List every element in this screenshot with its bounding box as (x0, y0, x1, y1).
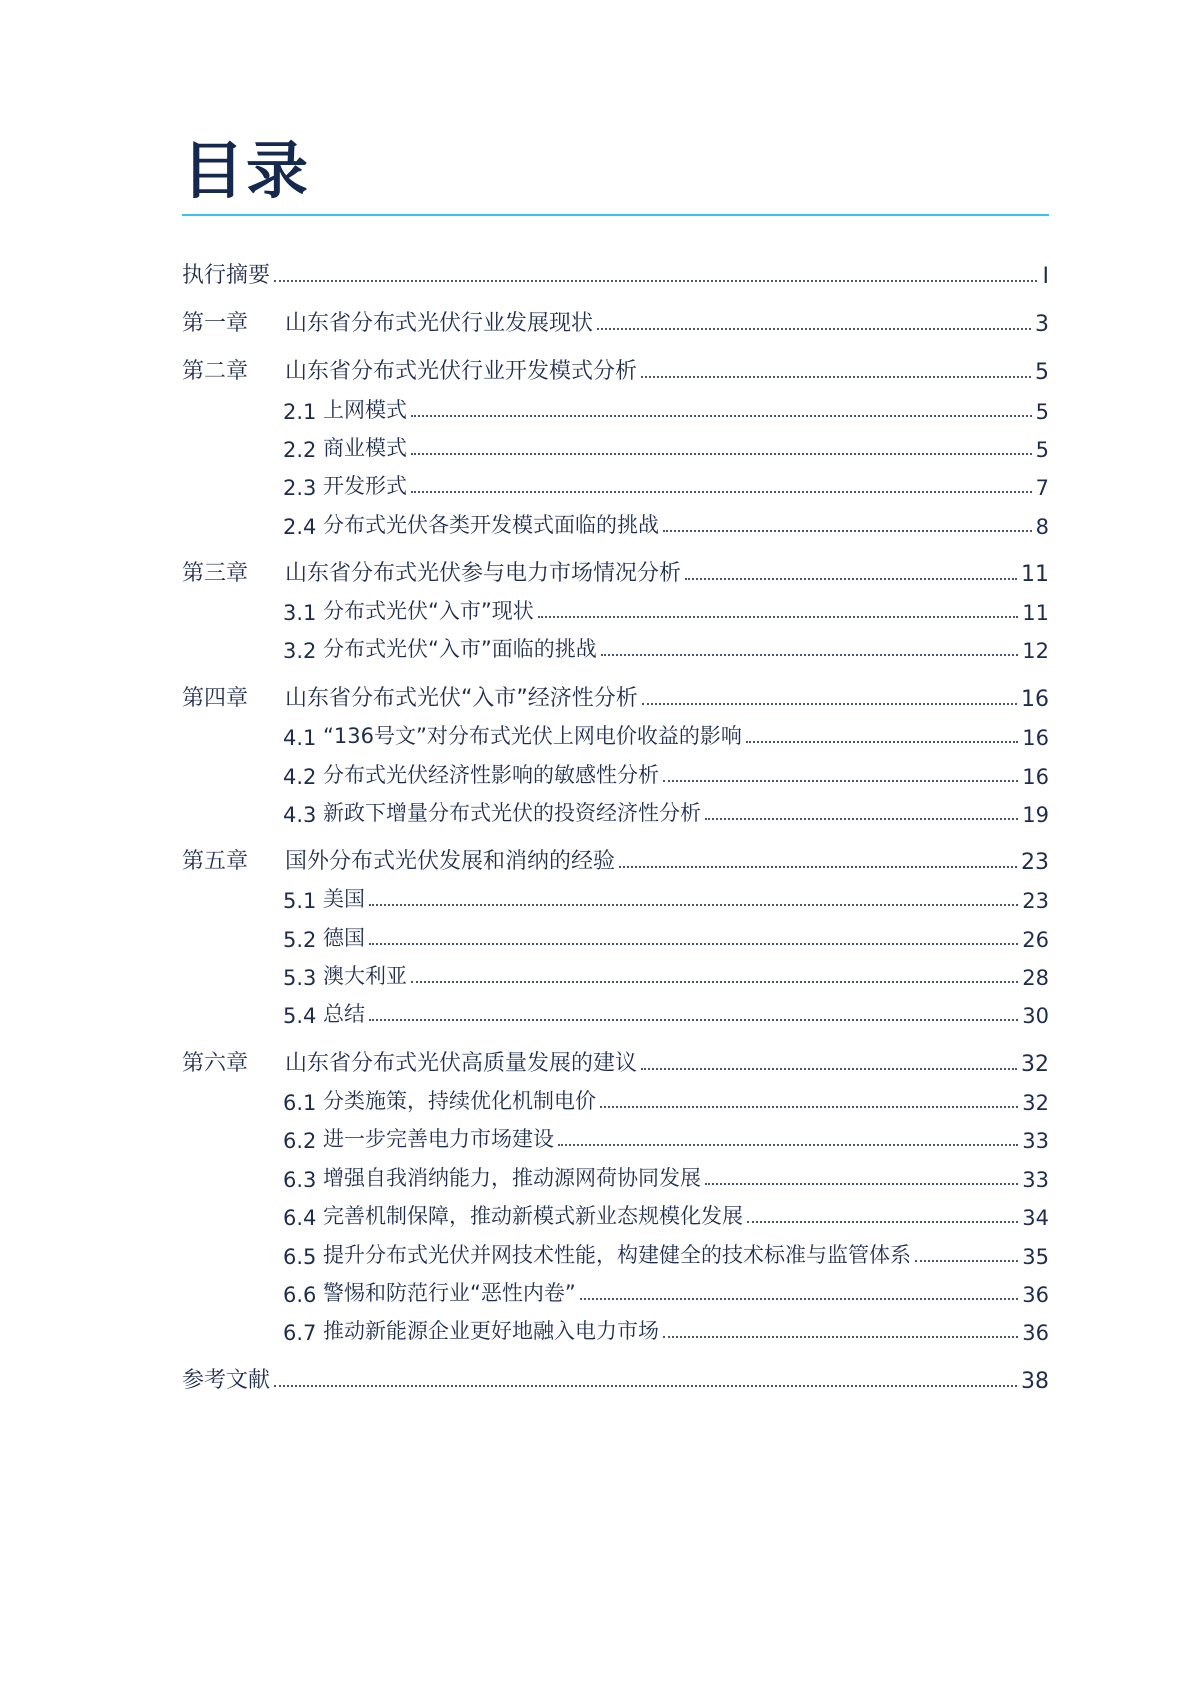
page-number: 16 (1022, 765, 1049, 789)
dot-leader (746, 741, 1018, 743)
title-divider (182, 214, 1049, 216)
dot-leader (915, 1260, 1018, 1262)
page-number: 11 (1021, 562, 1049, 587)
page-number: 32 (1021, 1052, 1049, 1077)
entry-title: 完善机制保障，推动新模式新业态规模化发展 (323, 1204, 743, 1228)
section-number: 5.4 (283, 1004, 317, 1028)
page-number: 26 (1022, 928, 1049, 952)
section-number: 3.1 (283, 601, 317, 625)
section-number: 5.3 (283, 966, 317, 990)
page-number: 19 (1022, 803, 1049, 827)
dot-leader (705, 818, 1018, 820)
page-number: 33 (1022, 1168, 1049, 1192)
dot-leader (369, 904, 1018, 906)
dot-leader (411, 453, 1032, 455)
section-number: 6.3 (283, 1168, 317, 1192)
dot-leader (705, 1183, 1018, 1185)
entry-title: 分布式光伏经济性影响的敏感性分析 (323, 763, 659, 787)
page-number: 38 (1021, 1369, 1049, 1394)
entry-title: “136号文”对分布式光伏上网电价收益的影响 (323, 724, 742, 748)
page-number: 8 (1035, 515, 1049, 539)
toc-section-entry[interactable] (283, 390, 1049, 424)
entry-title: 美国 (323, 887, 365, 911)
entry-title: 商业模式 (323, 436, 407, 460)
entry-title: 增强自我消纳能力，推动源网荷协同发展 (323, 1166, 701, 1190)
section-number: 2.4 (283, 515, 317, 539)
dot-leader (685, 578, 1017, 580)
dot-leader (274, 280, 1037, 282)
chapter-label: 第四章 (182, 686, 249, 711)
entry-title: 山东省分布式光伏“入市”经济性分析 (285, 686, 638, 711)
toc-section-entry[interactable] (283, 1081, 1049, 1115)
dot-leader (411, 981, 1018, 983)
toc-chapter-entry[interactable] (182, 351, 1049, 385)
page-number: 11 (1022, 601, 1049, 625)
entry-title: 国外分布式光伏发展和消纳的经验 (285, 849, 616, 874)
toc-section-entry[interactable] (283, 505, 1049, 539)
toc-section-entry[interactable] (283, 629, 1049, 663)
section-number: 6.2 (283, 1129, 317, 1153)
section-number: 6.7 (283, 1321, 317, 1345)
page-number: 36 (1022, 1321, 1049, 1345)
dot-leader (642, 703, 1017, 705)
chapter-label: 第三章 (182, 561, 249, 586)
toc-section-entry[interactable] (283, 1311, 1049, 1345)
page-number: 23 (1021, 850, 1049, 875)
dot-leader (274, 1385, 1017, 1387)
toc-entry[interactable] (182, 1360, 1049, 1394)
entry-title: 山东省分布式光伏行业发展现状 (285, 311, 594, 336)
toc-section-entry[interactable] (283, 428, 1049, 462)
toc-section-entry[interactable] (283, 466, 1049, 500)
entry-title: 分布式光伏各类开发模式面临的挑战 (323, 513, 659, 537)
entry-title: 分布式光伏“入市”面临的挑战 (323, 637, 597, 661)
page-number: 5 (1035, 360, 1049, 385)
dot-leader (369, 1019, 1018, 1021)
toc-section-entry[interactable] (283, 591, 1049, 625)
dot-leader (641, 1068, 1017, 1070)
section-number: 4.1 (283, 726, 317, 750)
dot-leader (619, 866, 1017, 868)
entry-title: 上网模式 (323, 398, 407, 422)
dot-leader (411, 415, 1032, 417)
dot-leader (663, 780, 1018, 782)
page-number: 7 (1035, 476, 1049, 500)
toc-section-entry[interactable] (283, 793, 1049, 827)
entry-title: 提升分布式光伏并网技术性能，构建健全的技术标准与监管体系 (323, 1243, 911, 1267)
entry-title: 山东省分布式光伏行业开发模式分析 (285, 359, 638, 384)
dot-leader (558, 1144, 1018, 1146)
dot-leader (663, 1336, 1018, 1338)
entry-title: 进一步完善电力市场建设 (323, 1127, 554, 1151)
page-number: 3 (1035, 312, 1049, 337)
toc-section-entry[interactable] (283, 1235, 1049, 1269)
chapter-label: 第五章 (182, 849, 249, 874)
entry-title: 新政下增量分布式光伏的投资经济性分析 (323, 801, 701, 825)
entry-title: 推动新能源企业更好地融入电力市场 (323, 1319, 659, 1343)
section-number: 4.3 (283, 803, 317, 827)
toc-entry[interactable] (182, 255, 1049, 289)
section-number: 5.2 (283, 928, 317, 952)
toc-chapter-entry[interactable] (182, 1043, 1049, 1077)
section-number: 4.2 (283, 765, 317, 789)
entry-title: 山东省分布式光伏参与电力市场情况分析 (285, 561, 682, 586)
entry-title: 德国 (323, 926, 365, 950)
page-title: 目录 (182, 134, 311, 207)
dot-leader (600, 1106, 1018, 1108)
section-number: 6.1 (283, 1091, 317, 1115)
toc-section-entry[interactable] (283, 1119, 1049, 1153)
chapter-label: 第一章 (182, 311, 249, 336)
toc-section-entry[interactable] (283, 956, 1049, 990)
toc-section-entry[interactable] (283, 716, 1049, 750)
entry-title: 澳大利亚 (323, 964, 407, 988)
section-number: 6.5 (283, 1245, 317, 1269)
toc-section-entry[interactable] (283, 1196, 1049, 1230)
dot-leader (369, 943, 1018, 945)
entry-title: 山东省分布式光伏高质量发展的建议 (285, 1051, 638, 1076)
section-number: 2.2 (283, 438, 317, 462)
section-number: 5.1 (283, 889, 317, 913)
page-number: 36 (1022, 1283, 1049, 1307)
toc-section-entry[interactable] (283, 879, 1049, 913)
toc-section-entry[interactable] (283, 755, 1049, 789)
section-number: 3.2 (283, 639, 317, 663)
page-number: 33 (1022, 1129, 1049, 1153)
page-number: 12 (1022, 639, 1049, 663)
page-number: I (1042, 264, 1049, 289)
dot-leader (601, 654, 1019, 656)
dot-leader (663, 530, 1032, 532)
toc-section-entry[interactable] (283, 1158, 1049, 1192)
toc-section-entry[interactable] (283, 1273, 1049, 1307)
toc-chapter-entry[interactable] (182, 678, 1049, 712)
page-number: 23 (1022, 889, 1049, 913)
entry-title: 执行摘要 (182, 263, 271, 288)
section-number: 6.6 (283, 1283, 317, 1307)
chapter-label: 第六章 (182, 1051, 249, 1076)
chapter-label: 第二章 (182, 359, 249, 384)
toc-section-entry[interactable] (283, 918, 1049, 952)
page-number: 32 (1022, 1091, 1049, 1115)
page-number: 16 (1021, 687, 1049, 712)
page-number: 28 (1022, 966, 1049, 990)
toc-section-entry[interactable] (283, 994, 1049, 1028)
toc-chapter-entry[interactable] (182, 303, 1049, 337)
entry-title: 警惕和防范行业“恶性内卷” (323, 1281, 576, 1305)
section-number: 2.3 (283, 476, 317, 500)
page-number: 16 (1022, 726, 1049, 750)
dot-leader (747, 1221, 1018, 1223)
entry-title: 总结 (323, 1002, 365, 1026)
dot-leader (411, 491, 1032, 493)
page-number: 5 (1035, 438, 1049, 462)
page-number: 5 (1035, 400, 1049, 424)
dot-leader (538, 616, 1019, 618)
page-number: 30 (1022, 1004, 1049, 1028)
toc-chapter-entry[interactable] (182, 841, 1049, 875)
page-number: 35 (1022, 1245, 1049, 1269)
section-number: 2.1 (283, 400, 317, 424)
entry-title: 开发形式 (323, 474, 407, 498)
page-number: 34 (1022, 1206, 1049, 1230)
section-number: 6.4 (283, 1206, 317, 1230)
dot-leader (597, 328, 1031, 330)
entry-title: 参考文献 (182, 1368, 271, 1393)
dot-leader (641, 376, 1031, 378)
dot-leader (580, 1298, 1019, 1300)
entry-title: 分类施策，持续优化机制电价 (323, 1089, 596, 1113)
toc-chapter-entry[interactable] (182, 553, 1049, 587)
entry-title: 分布式光伏“入市”现状 (323, 599, 534, 623)
